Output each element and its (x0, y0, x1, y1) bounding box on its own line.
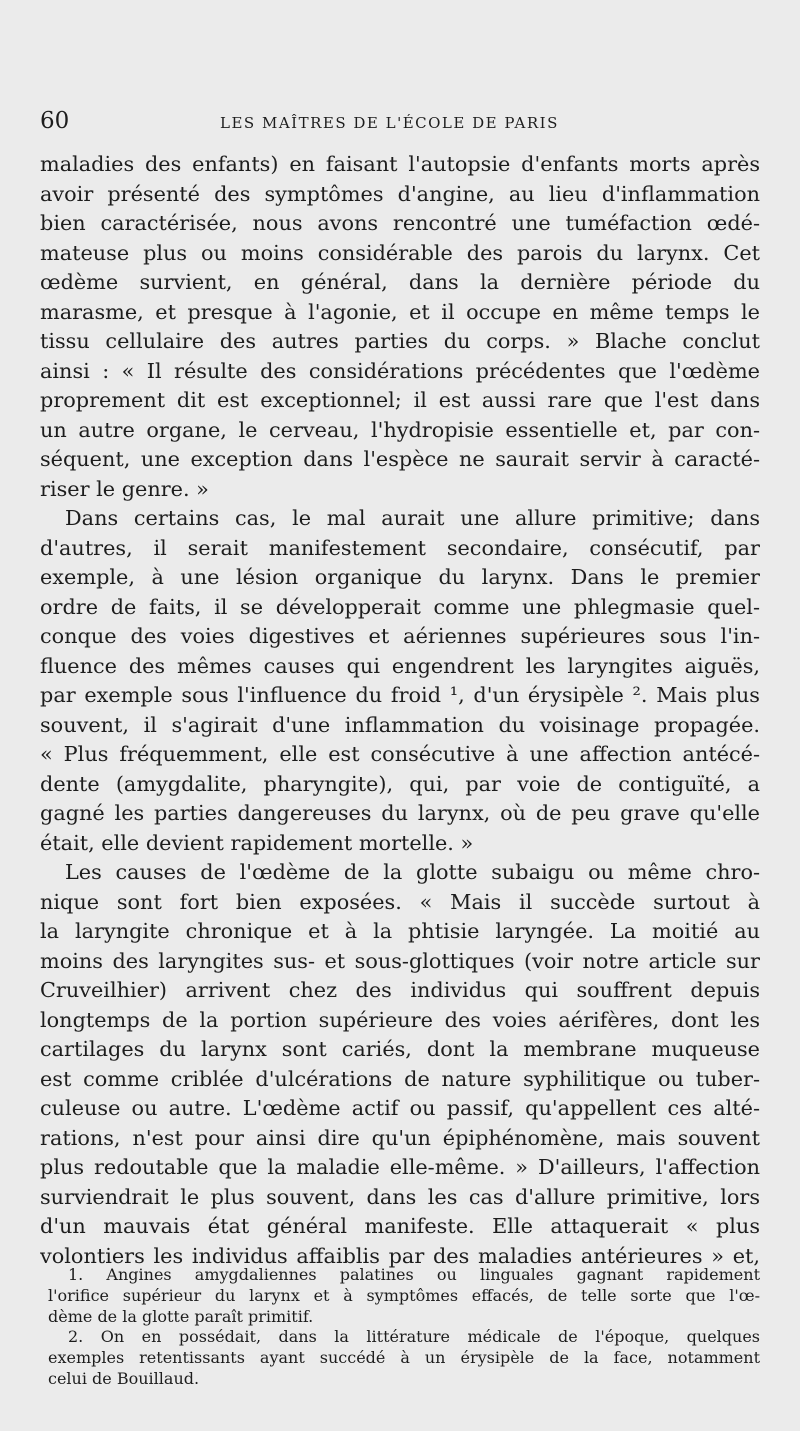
text-line: la laryngite chronique et à la phtisie laryngée. La moitié au (40, 919, 760, 943)
footnote-line: 2. On en possédait, dans la littérature médicale de l'époque, quelques (68, 1327, 760, 1347)
text-line: marasme, et presque à l'agonie, et il occupe en même temps le (40, 299, 760, 324)
text-line: riser le genre. » (40, 476, 209, 501)
running-head: LES MAÎTRES DE L'ÉCOLE DE PARIS (220, 114, 559, 132)
text-line: œdème survient, en général, dans la dernière période du (40, 270, 760, 294)
footnote-line: celui de Bouillaud. (48, 1368, 200, 1388)
text-line: bien caractérisée, nous avons rencontré une tuméfaction œdé- (40, 211, 760, 235)
text-line: ordre de faits, il se développerait comme une phlegmasie quel- (40, 594, 760, 619)
text-line: un autre organe, le cerveau, l'hydropisie essentielle et, par con- (40, 417, 760, 442)
text-line: rations, n'est pour ainsi dire qu'un épiphénomène, mais souvent (40, 1125, 760, 1150)
text-line: par exemple sous l'influence du froid ¹, d'un érysipèle ². Mais plus (40, 683, 760, 707)
text-line: maladies des enfants) en faisant l'autopsie d'enfants morts après (40, 152, 760, 176)
text-line: d'un mauvais état général manifeste. Elle attaquerait « plus (40, 1214, 760, 1238)
footnote-line: l'orifice supérieur du larynx et à symptômes effacés, de telle sorte que l'œ- (48, 1285, 760, 1305)
text-line: gagné les parties dangereuses du larynx, où de peu grave qu'elle (40, 801, 760, 825)
text-line: culeuse ou autre. L'œdème actif ou passif, qu'appellent ces alté- (40, 1096, 760, 1120)
text-line: plus redoutable que la maladie elle-même. » D'ailleurs, l'affection (40, 1155, 760, 1179)
text-line: ainsi : « Il résulte des considérations précédentes que l'œdème (40, 358, 760, 383)
text-line: d'autres, il serait manifestement secondaire, consécutif, par (40, 535, 760, 560)
text-line: longtemps de la portion supérieure des voies aérifères, dont les (40, 1007, 760, 1032)
text-line: moins des laryngites sus- et sous-glottiques (voir notre article sur (40, 948, 760, 973)
body-text (40, 150, 760, 1271)
text-line: séquent, une exception dans l'espèce ne saurait servir à caracté- (40, 447, 760, 471)
footnotes (48, 1265, 760, 1390)
footnote-line: 1. Angines amygdaliennes palatines ou linguales gagnant rapidement (68, 1265, 760, 1284)
page-number: 60 (40, 108, 70, 134)
text-line: exemple, à une lésion organique du larynx. Dans le premier (40, 565, 760, 589)
text-line: conque des voies digestives et aériennes supérieures sous l'in- (40, 624, 760, 648)
page-header (40, 108, 760, 138)
text-line: Dans certains cas, le mal aurait une allure primitive; dans (65, 506, 760, 530)
text-line: surviendrait le plus souvent, dans les cas d'allure primitive, lors (40, 1184, 760, 1209)
text-line: est comme criblée d'ulcérations de nature syphilitique ou tuber- (40, 1066, 760, 1091)
text-line: dente (amygdalite, pharyngite), qui, par voie de contiguïté, a (40, 771, 760, 796)
text-line: souvent, il s'agirait d'une inflammation du voisinage propagée. (40, 712, 760, 737)
text-line: mateuse plus ou moins considérable des parois du larynx. Cet (40, 240, 760, 265)
footnote-line: exemples retentissants ayant succédé à un érysipèle de la face, notamment (48, 1348, 760, 1368)
text-line: « Plus fréquemment, elle est consécutive à une affection antécé- (40, 742, 760, 766)
footnote-line: dème de la glotte paraît primitif. (48, 1306, 314, 1326)
text-line: nique sont fort bien exposées. « Mais il succède surtout à (40, 889, 760, 914)
text-line: Cruveilhier) arrivent chez des individus qui souffrent depuis (40, 978, 760, 1002)
text-line: cartilages du larynx sont cariés, dont la membrane muqueuse (40, 1037, 760, 1061)
text-line: proprement dit est exceptionnel; il est aussi rare que l'est dans (40, 388, 760, 412)
text-line: avoir présenté des symptômes d'angine, au lieu d'inflammation (40, 181, 760, 206)
text-line: tissu cellulaire des autres parties du corps. » Blache conclut (40, 329, 760, 353)
text-line: Les causes de l'œdème de la glotte subaigu ou même chro- (65, 860, 760, 884)
text-line: volontiers les individus affaiblis par des maladies antérieures » et, (40, 1243, 760, 1268)
text-line: fluence des mêmes causes qui engendrent les laryngites aiguës, (40, 653, 760, 678)
text-line: était, elle devient rapidement mortelle. » (40, 830, 474, 855)
